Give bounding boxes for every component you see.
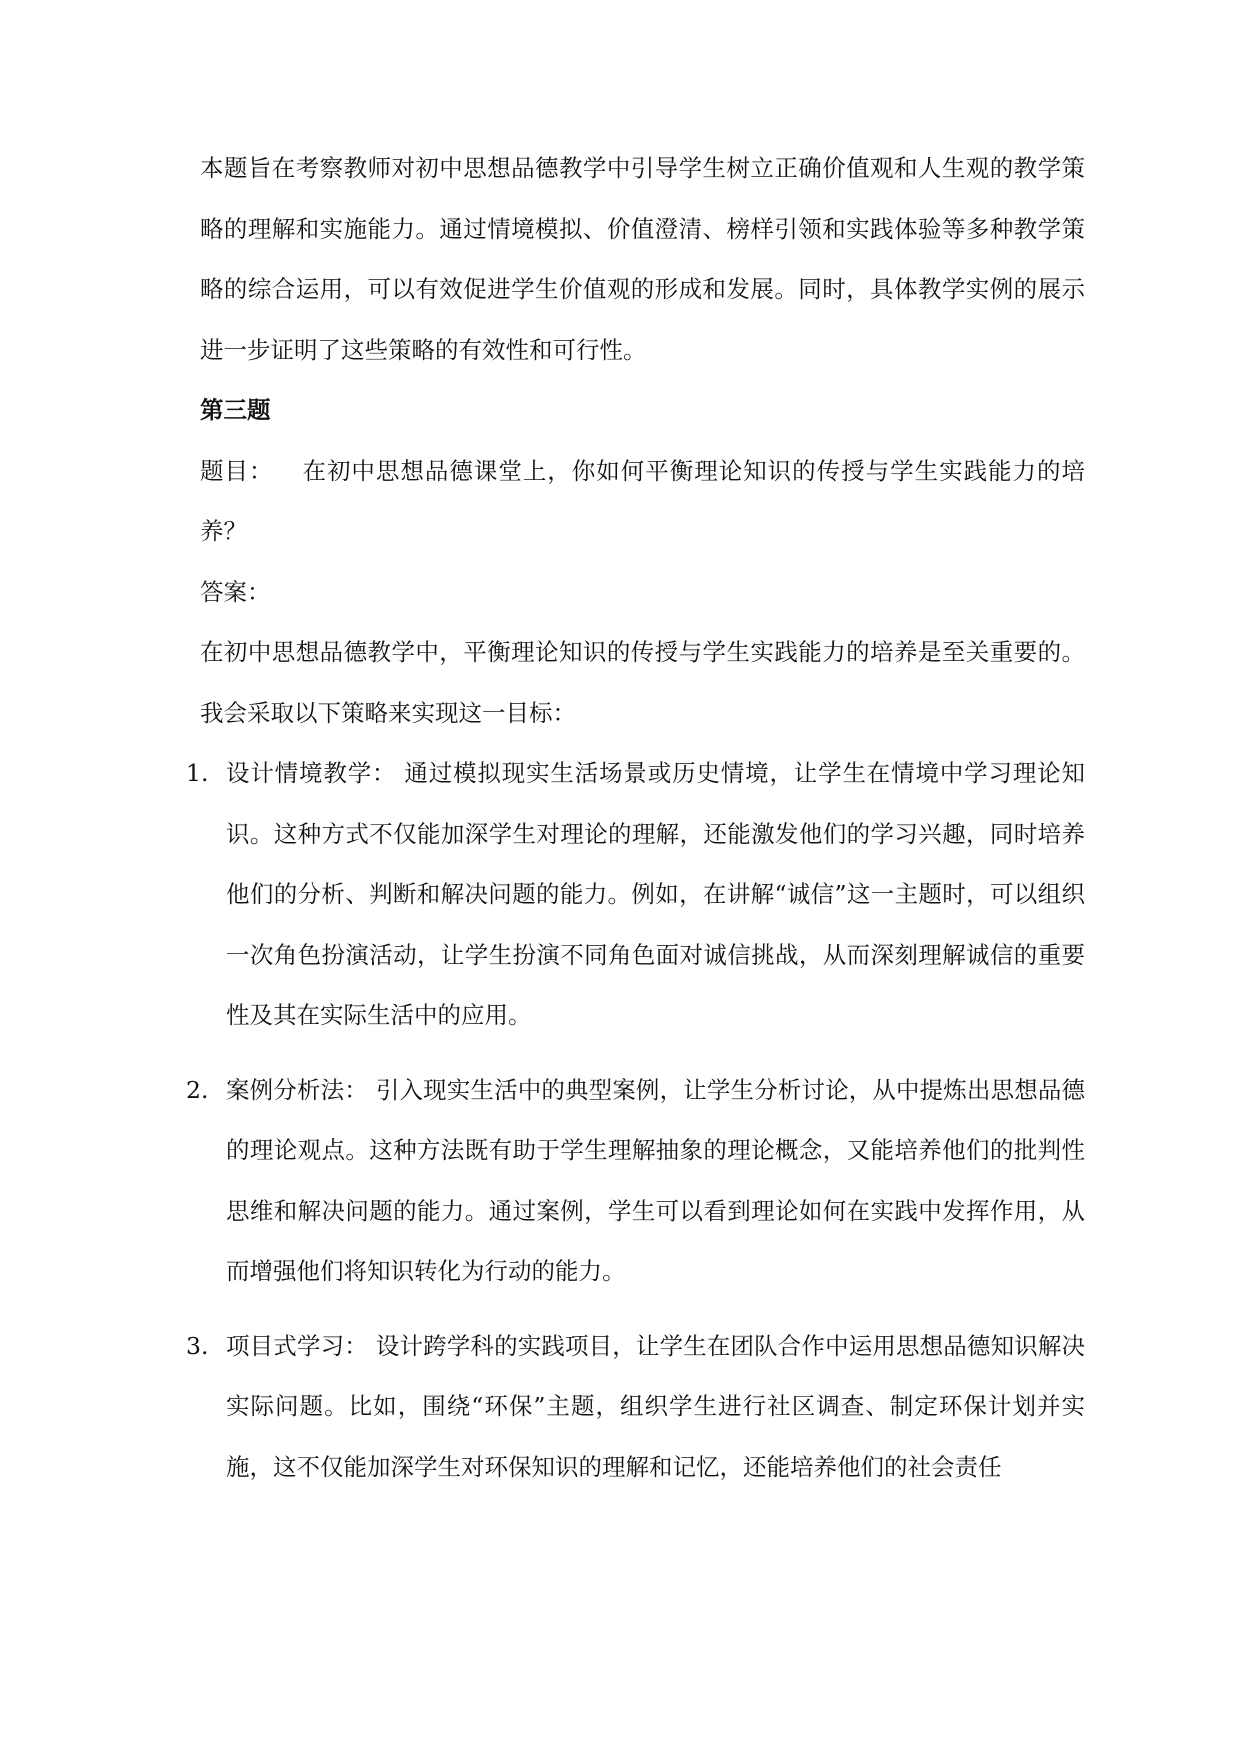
intro-paragraph: 本题旨在考察教师对初中思想品德教学中引导学生树立正确价值观和人生观的教学策略的理解和实施能力。通过情境模拟、价值澄清、榜样引领和实践体验等多种教学策略的综合运用，可以有效促进学生价值观的形成和发展。同时，具体教学实例的展示进一步证明了这些策略的有效性和可行性。 (200, 154, 1085, 364)
list-item-text: 设计跨学科的实践项目，让学生在团队合作中运用思想品德知识解决实际问题。比如，围绕“环保”主题，组织学生进行社区调查、制定环保计划并实施，这不仅能加深学生对环保知识的理解和记忆，还能培养他们的社会责任 (226, 1331, 1086, 1481)
list-item-label: 设计情境教学： (226, 759, 397, 787)
list-item-number: 3. (186, 1331, 209, 1360)
list-item-text: 通过模拟现实生活场景或历史情境，让学生在情境中学习理论知识。这种方式不仅能加深学生对理论的理解，还能激发他们的学习兴趣，同时培养他们的分析、判断和解决问题的能力。例如，在讲解“诚信”这一主题时，可以组织一次角色扮演活动，让学生扮演不同角色面对诚信挑战，从而深刻理解诚信的重要性及其在实际生活中的应用。 (226, 759, 1086, 1029)
list-item-number: 2. (186, 1075, 209, 1104)
document-body (186, 138, 1086, 1511)
answer-label: 答案： (200, 577, 271, 606)
question-text: 在初中思想品德课堂上，你如何平衡理论知识的传授与学生实践能力的培养？ (200, 456, 1086, 545)
list-item (186, 1316, 1086, 1498)
list-item-number: 1. (186, 759, 209, 787)
question-paragraph (200, 441, 1085, 562)
list-item-label: 案例分析法： (226, 1075, 368, 1104)
list-item (186, 1060, 1086, 1302)
list-item-text: 引入现实生活中的典型案例，让学生分析讨论，从中提炼出思想品德的理论观点。这种方法既有助于学生理解抽象的理论概念，又能培养他们的批判性思维和解决问题的能力。通过案例，学生可以看到理论如何在实践中发挥作用，从而增强他们将知识转化为行动的能力。 (226, 1075, 1086, 1285)
strategy-list (186, 743, 1086, 1497)
list-item (186, 743, 1086, 1046)
section-heading: 第三题 (200, 396, 271, 424)
question-prefix: 题目： (200, 456, 274, 485)
list-item-label: 项目式学习： (226, 1331, 368, 1360)
answer-intro: 在初中思想品德教学中，平衡理论知识的传授与学生实践能力的培养是至关重要的。我会采取以下策略来实现这一目标： (200, 638, 1085, 727)
